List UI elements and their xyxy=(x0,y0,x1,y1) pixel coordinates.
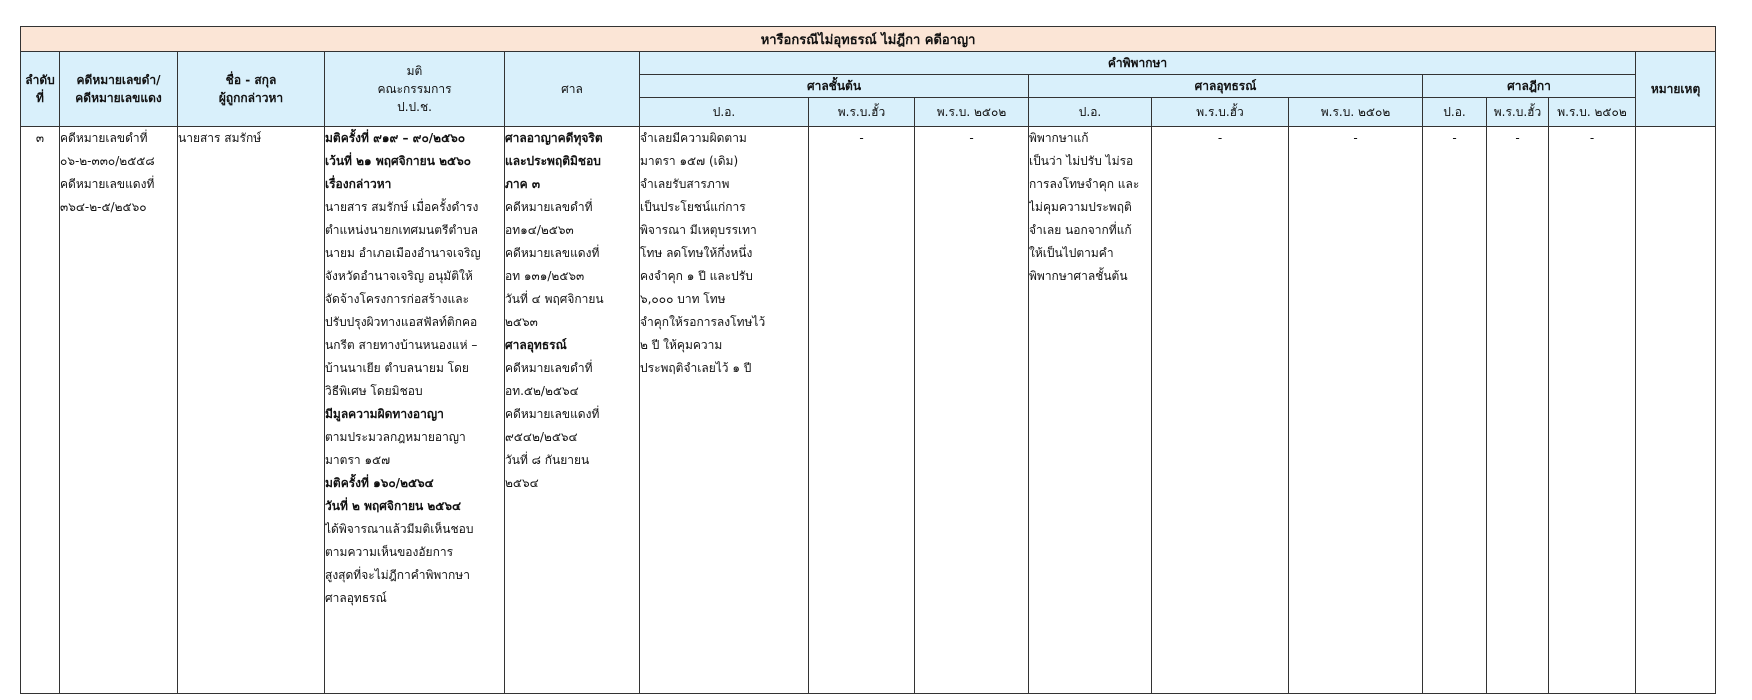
appeal-po-line: เป็นว่า ไม่ปรับ ไม่รอ xyxy=(1029,154,1134,168)
header-supreme-prb: พ.ร.บ.ฮั้ว xyxy=(1487,98,1549,127)
table-title: หารือกรณีไม่อุทธรณ์ ไม่ฎีกา คดีอาญา xyxy=(21,27,1716,52)
court-line: ๒๕๖๓ xyxy=(505,315,538,329)
header-first-prb2502: พ.ร.บ. ๒๕๐๒ xyxy=(915,98,1029,127)
court-line: อท.๕๒/๒๕๖๔ xyxy=(505,384,579,398)
cell-remark xyxy=(1636,127,1716,694)
header-seq xyxy=(21,52,60,127)
header-accused xyxy=(178,52,325,127)
resolution-line: ตามประมวลกฎหมายอาญา xyxy=(325,430,466,444)
first-po-line: จำเลยมีความผิดตาม xyxy=(640,131,747,145)
resolution-line: นายสาร สมรักษ์ เมื่อครั้งดำรง xyxy=(325,200,479,214)
cell-accused: นายสาร สมรักษ์ xyxy=(178,127,325,694)
first-po-line: ประพฤติจำเลยไว้ ๑ ปี xyxy=(640,361,752,375)
header-seq-line: ลำดับ xyxy=(25,73,55,87)
header-resolution-line: ป.ป.ช. xyxy=(397,100,432,114)
court-line: วันที่ ๔ พฤศจิกายน xyxy=(505,292,604,306)
cell-first-prb2502: - xyxy=(915,127,1029,694)
court-line: ๒๕๖๔ xyxy=(505,476,539,490)
court-line: ศาลอาญาคดีทุจริต xyxy=(505,131,603,145)
resolution-line: วันที่ ๒ พฤศจิกายน ๒๕๖๔ xyxy=(325,499,462,513)
resolution-line: มาตรา ๑๕๗ xyxy=(325,453,391,467)
appeal-po-line: จำเลย นอกจากที่แก้ xyxy=(1029,223,1132,237)
resolution-line: ตำแหน่งนายกเทศมนตรีตำบล xyxy=(325,223,478,237)
court-line: ๙๕๔๒/๒๕๖๔ xyxy=(505,430,578,444)
appeal-po-line: ไม่คุมความประพฤติ xyxy=(1029,200,1132,214)
case-no-line: ๓๖๔-๒-๕/๒๕๖๐ xyxy=(60,200,147,214)
resolution-line: บ้านนาเยีย ตำบลนายม โดย xyxy=(325,361,469,375)
resolution-line: วิธีพิเศษ โดยมิชอบ xyxy=(325,384,423,398)
cell-supreme-po: - xyxy=(1423,127,1487,694)
resolution-line: จัดจ้างโครงการก่อสร้างและ xyxy=(325,292,470,306)
resolution-line: ได้พิจารณาแล้วมีมติเห็นชอบ xyxy=(325,522,474,536)
first-po-line: ๒ ปี ให้คุมความ xyxy=(640,338,723,352)
header-seq-line: ที่ xyxy=(36,91,44,105)
resolution-line: นกรีต สายทางบ้านหนองแห่ – xyxy=(325,338,478,352)
resolution-line: ปรับปรุงผิวทางแอสฟัลท์ติกคอ xyxy=(325,315,478,329)
first-po-line: คงจำคุก ๑ ปี และปรับ xyxy=(640,269,753,283)
resolution-line: มติครั้งที่ ๙๑๙ – ๙๐/๒๕๖๐ xyxy=(325,131,466,145)
table-row xyxy=(21,127,1716,694)
court-line: คดีหมายเลขดำที่ xyxy=(505,200,593,214)
header-supreme-prb2502: พ.ร.บ. ๒๕๐๒ xyxy=(1549,98,1636,127)
first-po-line: จำคุกให้รอการลงโทษไว้ xyxy=(640,315,766,329)
resolution-line: มติครั้งที่ ๑๖๐/๒๕๖๔ xyxy=(325,476,434,490)
header-court: ศาล xyxy=(505,52,640,127)
header-case-no-line: คดีหมายเลขแดง xyxy=(75,91,162,105)
header-appeal-prb2502: พ.ร.บ. ๒๕๐๒ xyxy=(1289,98,1423,127)
resolution-line: ศาลอุทธรณ์ xyxy=(325,591,387,605)
header-case-no-line: คดีหมายเลขดำ/ xyxy=(76,73,161,87)
first-po-line: ๖,๐๐๐ บาท โทษ xyxy=(640,292,726,306)
resolution-line: สูงสุดที่จะไม่ฎีกาคำพิพากษา xyxy=(325,568,470,582)
resolution-line: มีมูลความผิดทางอาญา xyxy=(325,407,444,421)
header-accused-line: ผู้ถูกกล่าวหา xyxy=(218,91,284,105)
resolution-line: ตามความเห็นของอัยการ xyxy=(325,545,454,559)
header-resolution-line: มติ xyxy=(406,64,423,78)
header-appeal-po: ป.อ. xyxy=(1029,98,1152,127)
court-line: และประพฤติมิชอบ xyxy=(505,154,601,168)
cell-appeal-po xyxy=(1029,127,1152,694)
header-judgment: คำพิพากษา xyxy=(640,52,1636,75)
cell-case-no xyxy=(60,127,178,694)
header-case-no xyxy=(60,52,178,127)
first-po-line: โทษ ลดโทษให้กึ่งหนึ่ง xyxy=(640,246,753,260)
header-resolution-line: คณะกรรมการ xyxy=(377,82,452,96)
header-first-prb: พ.ร.บ.ฮั้ว xyxy=(809,98,915,127)
cell-appeal-prb2502: - xyxy=(1289,127,1423,694)
cell-seq: ๓ xyxy=(21,127,60,694)
court-line: ภาค ๓ xyxy=(505,177,541,191)
court-line: อท๑๔/๒๕๖๓ xyxy=(505,223,574,237)
appeal-po-line: พิพากษาศาลชั้นต้น xyxy=(1029,269,1128,283)
appeal-po-line: ให้เป็นไปตามคำ xyxy=(1029,246,1114,260)
header-first-po: ป.อ. xyxy=(640,98,809,127)
first-po-line: มาตรา ๑๕๗ (เดิม) xyxy=(640,154,739,168)
cell-resolution xyxy=(325,127,505,694)
court-line: คดีหมายเลขแดงที่ xyxy=(505,407,600,421)
header-resolution xyxy=(325,52,505,127)
resolution-line: นายม อำเภอเมืองอำนาจเจริญ xyxy=(325,246,481,260)
resolution-line: เว้นที่ ๒๑ พฤศจิกายน ๒๕๖๐ xyxy=(325,154,472,168)
first-po-line: จำเลยรับสารภาพ xyxy=(640,177,730,191)
header-supreme-court: ศาลฎีกา xyxy=(1423,75,1636,98)
cell-first-po xyxy=(640,127,809,694)
case-table xyxy=(20,26,1716,694)
header-appeal-prb: พ.ร.บ.ฮั้ว xyxy=(1152,98,1289,127)
court-line: อท ๑๓๑/๒๕๖๓ xyxy=(505,269,585,283)
cell-first-prb: - xyxy=(809,127,915,694)
cell-supreme-prb2502: - xyxy=(1549,127,1636,694)
court-line: คดีหมายเลขดำที่ xyxy=(505,361,593,375)
cell-supreme-prb: - xyxy=(1487,127,1549,694)
court-line: ศาลอุทธรณ์ xyxy=(505,338,567,352)
header-accused-line: ชื่อ - สกุล xyxy=(225,73,277,87)
resolution-line: จังหวัดอำนาจเจริญ อนุมัติให้ xyxy=(325,269,473,283)
header-first-court: ศาลชั้นต้น xyxy=(640,75,1029,98)
court-line: วันที่ ๘ กันยายน xyxy=(505,453,590,467)
appeal-po-line: พิพากษาแก้ xyxy=(1029,131,1089,145)
header-remark: หมายเหตุ xyxy=(1636,52,1716,127)
header-appeal-court: ศาลอุทธรณ์ xyxy=(1029,75,1423,98)
header-supreme-po: ป.อ. xyxy=(1423,98,1487,127)
cell-court xyxy=(505,127,640,694)
court-line: คดีหมายเลขแดงที่ xyxy=(505,246,600,260)
resolution-line: เรื่องกล่าวหา xyxy=(325,177,392,191)
appeal-po-line: การลงโทษจำคุก และ xyxy=(1029,177,1140,191)
case-no-line: คดีหมายเลขแดงที่ xyxy=(60,177,155,191)
cell-appeal-prb: - xyxy=(1152,127,1289,694)
case-no-line: คดีหมายเลขดำที่ xyxy=(60,131,148,145)
first-po-line: เป็นประโยชน์แก่การ xyxy=(640,200,746,214)
first-po-line: พิจารณา มีเหตุบรรเทา xyxy=(640,223,757,237)
case-no-line: ๐๖-๒-๓๓๐/๒๕๕๘ xyxy=(60,154,155,168)
